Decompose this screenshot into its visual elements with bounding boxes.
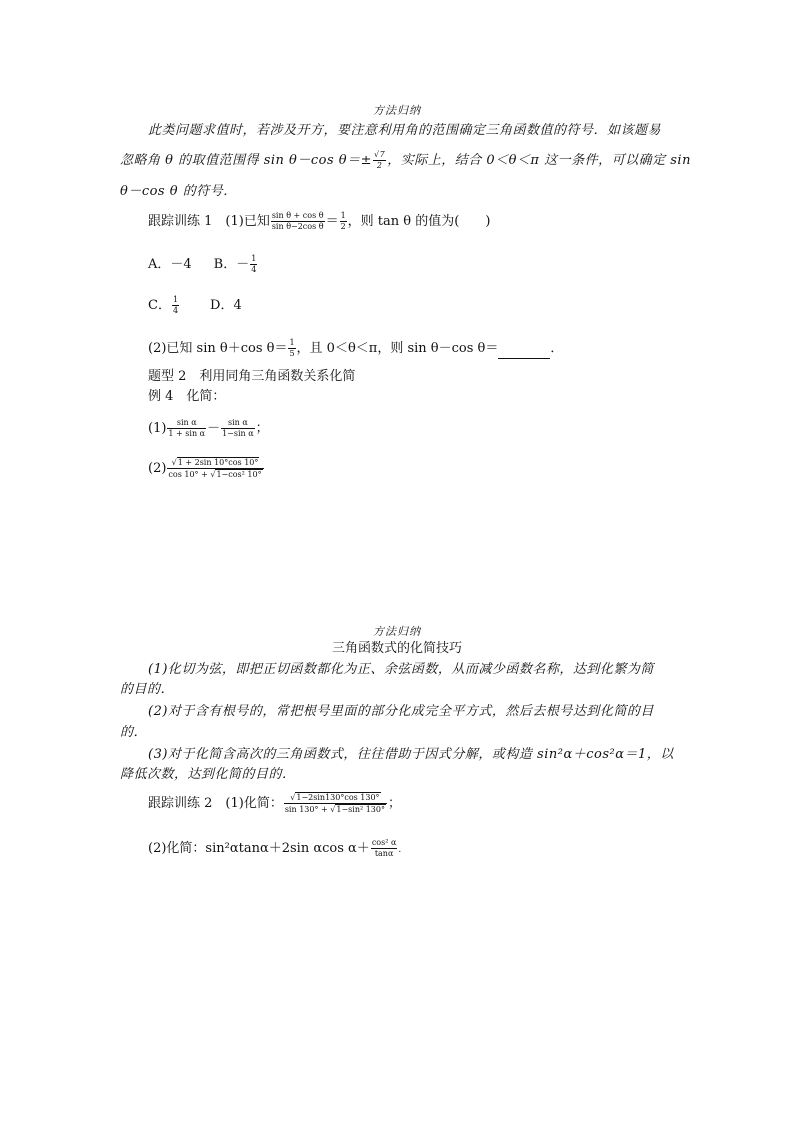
exercise-2-part-2-fraction [371, 838, 398, 859]
fraction-numerator: √1−2sin130°cos 130° [284, 792, 387, 804]
technique-3-line-a: (3)对于化简含高次的三角函数式，往往借助于因式分解，或构造 sin²α＋cos²α＝1，以 [148, 747, 674, 762]
fraction-numerator: sin α [221, 418, 255, 429]
semicolon: ； [388, 796, 402, 811]
exercise-2-fraction [284, 792, 387, 815]
period: . [398, 845, 402, 855]
type-2-title: 题型 2 利用同角三角函数关系化简 [148, 369, 356, 384]
exercise-2-part-2 [148, 838, 401, 860]
part-2-label: (2) [148, 461, 167, 476]
technique-2-line-a: (2)对于含有根号的，常把根号里面的部分化成完全平方式，然后去根号达到化简的目 [148, 704, 654, 719]
example-4-fraction-3 [167, 457, 263, 480]
exercise-1-options-cd [148, 295, 242, 316]
method-summary-heading-1: 方法归纳 [373, 104, 421, 117]
fraction-numerator: √1 + 2sin 10°cos 10° [167, 457, 263, 469]
method-line2-text-a: 忽略角 θ 的取值范围得 sin θ－cos θ＝± [120, 153, 373, 168]
equals-sign: ＝ [325, 214, 339, 229]
option-b-fraction [250, 254, 257, 275]
exercise-1-part-2-text-b: ，且 0＜θ＜π，则 sin θ－cos θ＝ [296, 341, 499, 356]
fraction-numerator: 1 [172, 295, 179, 304]
option-c-fraction [172, 295, 179, 316]
sqrt7-over-2-fraction [373, 150, 386, 171]
fraction-denominator: cos 10° + √1−cos² 10° [168, 470, 262, 479]
fraction-denominator: 2 [340, 222, 346, 231]
fraction-denominator: 4 [251, 265, 257, 274]
method-summary-line-1: 此类问题求值时，若涉及开方，要注意利用角的范围确定三角函数值的符号．如该题易 [148, 123, 662, 138]
example-4-fraction-2 [221, 418, 255, 439]
option-a: A．－4 [148, 257, 192, 272]
method-summary-line-3: θ－cos θ 的符号． [120, 184, 237, 199]
exercise-2-part-2-text: (2)化简：sin²αtanα＋2sin αcos α＋ [148, 841, 370, 856]
exercise-2-label: 跟踪训练 2 (1)化简： [148, 796, 283, 811]
sqrt-radicand: 1−sin² 130° [336, 805, 385, 814]
part-1-label: (1) [148, 421, 167, 436]
exercise-1-question-tail: ，则 tan θ 的值为( ) [347, 214, 491, 229]
fraction-denominator: sin θ−2cos θ [271, 222, 324, 231]
fraction-numerator: √7 [374, 150, 386, 159]
example-4-label: 例 4 化简： [148, 389, 226, 404]
technique-2-line-b: 的． [120, 725, 148, 740]
sqrt-radicand: 1−cos² 10° [216, 470, 262, 479]
semicolon: ； [255, 421, 269, 436]
exercise-1-part-2 [148, 338, 563, 359]
option-b-prefix: B．－ [213, 257, 250, 272]
fraction-denominator: 2 [376, 161, 383, 170]
fraction-numerator: cos² α [371, 838, 397, 847]
denominator-part-a: sin 130° + [284, 805, 331, 814]
fraction-denominator: 1−sin α [222, 429, 254, 438]
option-d: D．4 [210, 298, 242, 313]
one-fifth-fraction [288, 338, 295, 359]
exercise-1-part-2-text-a: (2)已知 sin θ＋cos θ＝ [148, 341, 288, 356]
exercise-1-label: 跟踪训练 1 (1)已知 [148, 214, 270, 229]
example-4-part-2 [148, 457, 265, 480]
fraction-numerator: 1 [289, 338, 295, 347]
method-summary-line-2 [120, 150, 691, 171]
minus-sign: － [207, 421, 221, 436]
technique-3-line-b: 降低次数，达到化简的目的． [120, 767, 296, 782]
half-fraction [340, 211, 347, 232]
method-summary-heading-2: 方法归纳 [373, 625, 421, 638]
fraction-denominator: tanα [374, 849, 394, 858]
fraction-numerator: sin θ + cos θ [271, 211, 324, 220]
sqrt-radicand: 1−2sin130°cos 130° [296, 793, 380, 802]
fraction-denominator: 4 [172, 306, 179, 315]
example-4-fraction-1 [167, 418, 206, 439]
exercise-1-part-1 [148, 211, 490, 232]
period: ． [550, 341, 564, 356]
exercise-2-part-1 [148, 792, 401, 815]
fraction-numerator: 1 [251, 254, 257, 263]
technique-1-line-b: 的目的． [120, 682, 175, 697]
technique-1-line-a: (1)化切为弦，即把正切函数都化为正、余弦函数，从而减少函数名称，达到化繁为简 [148, 662, 654, 677]
fraction-numerator: 1 [340, 211, 346, 220]
fraction-numerator: sin α [167, 418, 206, 429]
fraction-denominator: 1 + sin α [168, 429, 206, 438]
sqrt-radicand: 1 + 2sin 10°cos 10° [177, 458, 259, 467]
denominator-part-a: cos 10° + [168, 470, 211, 479]
example-4-part-1 [148, 418, 269, 439]
exercise-1-fraction [271, 211, 325, 232]
method-line2-text-b: ，实际上，结合 0＜θ＜π 这一条件，可以确定 sin [387, 153, 691, 168]
fraction-denominator: sin 130° + √1−sin² 130° [284, 805, 385, 814]
simplification-techniques-title: 三角函数式的化简技巧 [331, 641, 462, 656]
exercise-1-options-ab [148, 254, 258, 275]
fraction-denominator: 5 [289, 349, 295, 358]
answer-blank[interactable] [498, 346, 550, 359]
option-c-prefix: C． [148, 298, 171, 313]
